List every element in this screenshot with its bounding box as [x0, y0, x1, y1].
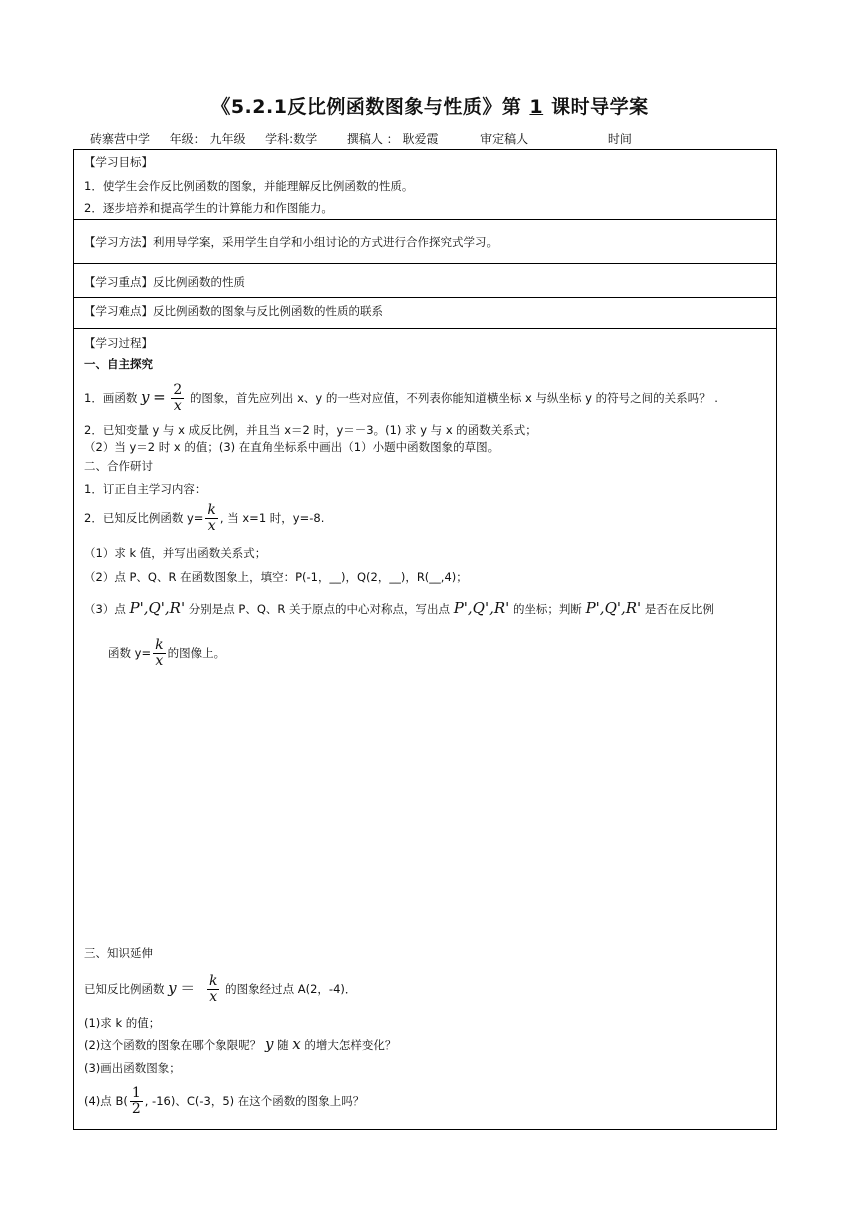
- page-title: [0, 92, 860, 119]
- subject-label: 学科:数学: [265, 132, 318, 146]
- title-prefix: 《5.2.1反比例函数图象与性质》第: [211, 96, 522, 118]
- title-suffix: 课时导学案: [551, 96, 649, 118]
- fraction-k-over-x: $\frac{k}{x}$: [155, 637, 164, 669]
- part2-question-2: 2．已知反比例函数 y= $\frac{k}{x}$ , 当 x=1 时，y=-8.: [84, 502, 325, 534]
- part2-title: 二、合作研讨: [84, 459, 153, 473]
- goals-header: 【学习目标】: [84, 155, 153, 169]
- part1-title: 一、自主探究: [84, 357, 153, 371]
- learning-goals-section: [74, 150, 776, 220]
- school-name: 砖寨营中学: [90, 132, 151, 146]
- process-header: 【学习过程】: [84, 336, 153, 350]
- part2-sub-2: （2）点 P、Q、R 在函数图象上，填空：P(-1，__)，Q(2，__)，R(__,4)；: [84, 570, 468, 584]
- time-label: 时间: [607, 132, 632, 146]
- fraction-k-over-x: $\frac{k}{x}$: [207, 502, 216, 534]
- learning-process-section: [74, 329, 776, 1129]
- part1-question-2-cont: （2）当 y＝2 时 x 的值；(3) 在直角坐标系中画出（1）小题中函数图象的草图。: [84, 440, 500, 454]
- part3-item-4: (4)点 B( $\frac{1}{2}$ , -16)、C(-3，5) 在这个函数的图象上吗？: [84, 1085, 365, 1117]
- part2-sub-3: （3）点 P',Q',R' 分别是点 P、Q、R 关于原点的中心对称点，写出点 P',Q',R' 的坐标；判断 P',Q',R' 是否在反比例: [84, 599, 714, 617]
- fraction-2-over-x: $\frac{2}{x}$: [173, 382, 183, 414]
- difficulty-text: 【学习难点】反比例函数的图象与反比例函数的性质的联系: [84, 304, 383, 318]
- worksheet-table: [73, 149, 777, 1130]
- fraction-k-over-x: $\frac{k}{x}$: [208, 973, 218, 1005]
- part3-item-1: (1)求 k 的值；: [84, 1016, 161, 1030]
- part2-sub-1: （1）求 k 值，并写出函数关系式；: [84, 546, 267, 560]
- learning-focus-section: [74, 264, 776, 298]
- focus-text: 【学习重点】反比例函数的性质: [84, 275, 245, 289]
- author-label: 撰稿人 ： 耿爱霞: [346, 132, 439, 146]
- header-info: [90, 130, 632, 147]
- reviewer-label: 审定稿人: [480, 132, 529, 146]
- method-text: 【学习方法】利用导学案，采用学生自学和小组讨论的方式进行合作探究式学习。: [84, 235, 498, 249]
- part3-title: 三、知识延伸: [84, 946, 153, 960]
- fraction-1-over-2: $\frac{1}{2}$: [131, 1085, 141, 1117]
- part2-sub-3-cont: 函数 y= $\frac{k}{x}$ 的图像上。: [108, 637, 226, 669]
- part3-item-3: (3)画出函数图象；: [84, 1061, 181, 1075]
- part3-intro: 已知反比例函数 y ＝ $\frac{k}{x}$ 的图象经过点 A(2，-4)．: [84, 973, 357, 1005]
- part1-question-1: 1．画函数 y = $\frac{2}{x}$ 的图象，首先应列出 x、y 的一些对应值，不列表你能知道横坐标 x 与纵坐标 y 的符号之间的关系吗？ .: [84, 382, 718, 414]
- learning-difficulty-section: [74, 298, 776, 329]
- goal-item: 1．使学生会作反比例函数的图象，并能理解反比例函数的性质。: [84, 179, 414, 193]
- learning-method-section: [74, 220, 776, 264]
- goal-item: 2．逐步培养和提高学生的计算能力和作图能力。: [84, 201, 333, 215]
- grade-label: 年级： 九年级: [169, 132, 246, 146]
- part1-question-2: 2．已知变量 y 与 x 成反比例，并且当 x＝2 时，y＝－3。(1) 求 y 与 x 的函数关系式；: [84, 423, 537, 437]
- title-lesson-number: 1: [529, 96, 544, 118]
- part2-question-1: 1．订正自主学习内容：: [84, 482, 207, 496]
- part3-item-2: (2)这个函数的图象在哪个象限呢？ y 随 x 的增大怎样变化？: [84, 1035, 397, 1053]
